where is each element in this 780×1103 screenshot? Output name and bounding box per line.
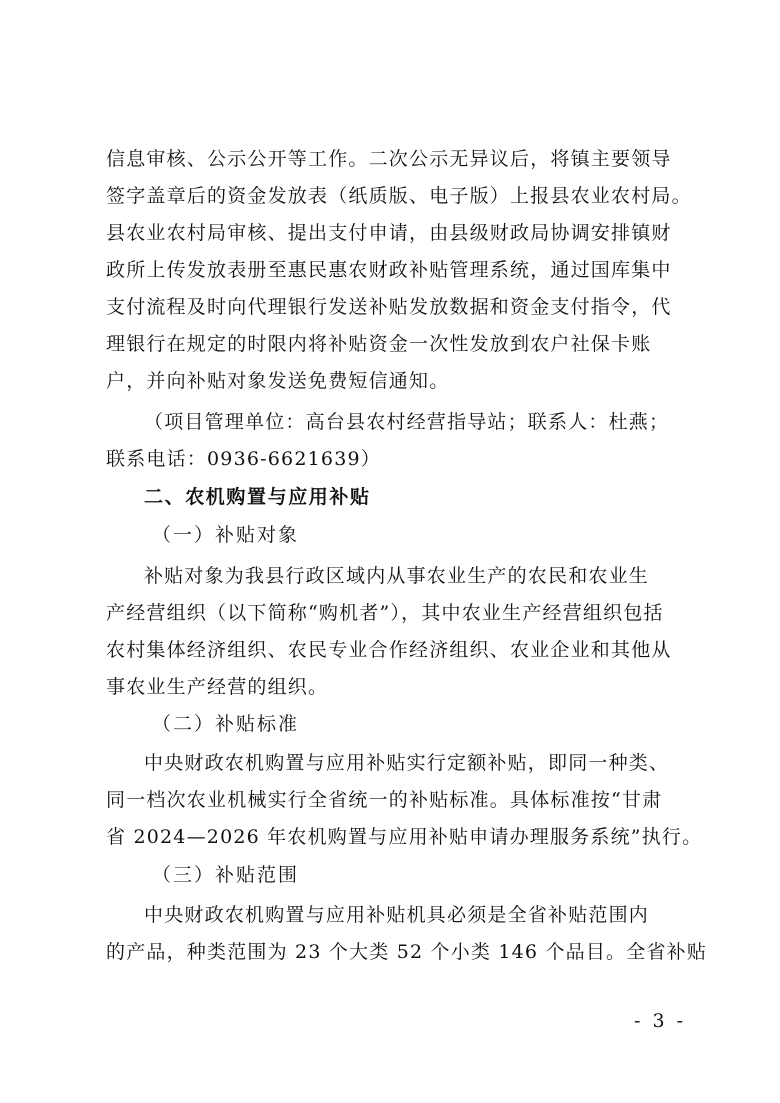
paragraph-line: 户，并向补贴对象发送免费短信通知。 xyxy=(106,370,450,392)
paragraph-line: 政所上传发放表册至惠民惠农财政补贴管理系统，通过国库集中 xyxy=(106,259,672,281)
paragraph-line: 中央财政农机购置与应用补贴机具必须是全省补贴范围内 xyxy=(144,904,650,926)
subsection-heading: （一）补贴对象 xyxy=(152,524,300,546)
subsection-heading: （二）补贴标准 xyxy=(152,713,300,735)
subsection-heading: （三）补贴范围 xyxy=(152,864,300,886)
paragraph-line: 支付流程及时向代理银行发送补贴发放数据和资金支付指令，代 xyxy=(106,296,672,318)
paragraph-line: 的产品，种类范围为 23 个大类 52 个小类 146 个品目。全省补贴 xyxy=(106,941,708,963)
paragraph-line: 事农业生产经营的组织。 xyxy=(106,676,329,698)
contact-line: 联系电话：0936-6621639） xyxy=(106,448,381,470)
paragraph-line: 签字盖章后的资金发放表（纸质版、电子版）上报县农业农村局。 xyxy=(106,185,692,207)
section-heading: 二、农机购置与应用补贴 xyxy=(144,486,371,508)
paragraph-line: 信息审核、公示公开等工作。二次公示无异议后，将镇主要领导 xyxy=(106,148,672,170)
paragraph-line: 同一档次农业机械实行全省统一的补贴标准。具体标准按“甘肃 xyxy=(106,789,663,811)
paragraph-line: 省 2024—2026 年农机购置与应用补贴申请办理服务系统”执行。 xyxy=(106,826,703,848)
paragraph-line: 理银行在规定的时限内将补贴资金一次性发放到农户社保卡账 xyxy=(106,333,652,355)
paragraph-line: 补贴对象为我县行政区域内从事农业生产的农民和农业生 xyxy=(144,565,650,587)
paragraph-line: 农村集体经济组织、农民专业合作经济组织、农业企业和其他从 xyxy=(106,639,672,661)
page-number: - 3 - xyxy=(633,1010,686,1032)
contact-line: （项目管理单位：高台县农村经营指导站；联系人：杜燕； xyxy=(144,411,670,433)
paragraph-line: 中央财政农机购置与应用补贴实行定额补贴，即同一种类、 xyxy=(144,752,670,774)
paragraph-line: 县农业农村局审核、提出支付申请，由县级财政局协调安排镇财 xyxy=(106,222,672,244)
paragraph-line: 产经营组织（以下简称“购机者”），其中农业生产经营组织包括 xyxy=(106,602,664,624)
